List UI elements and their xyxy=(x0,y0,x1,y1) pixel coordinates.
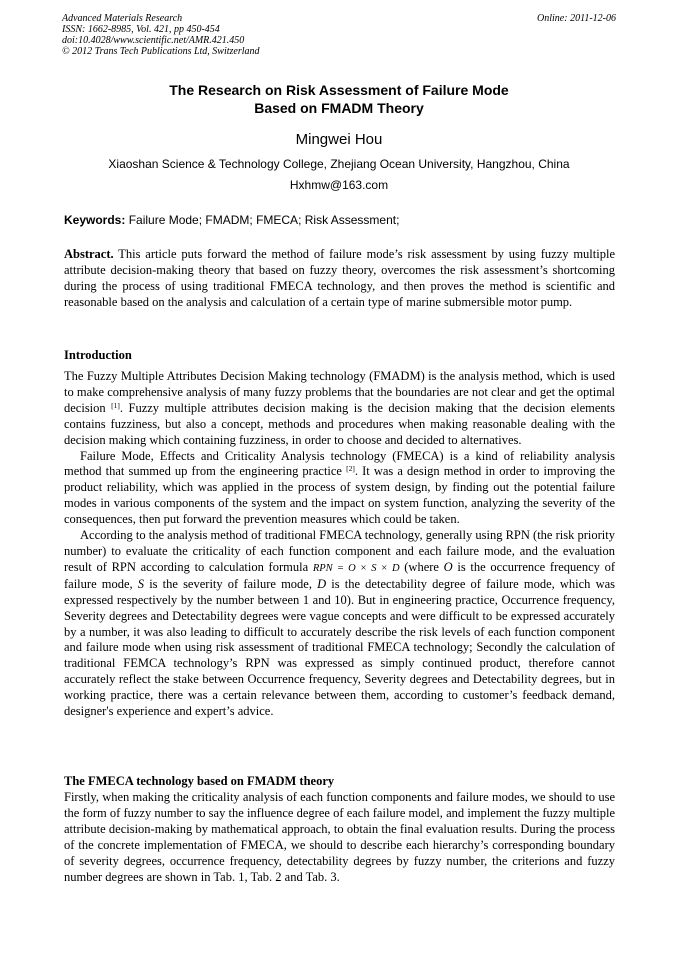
symbol-o: O xyxy=(443,559,453,574)
author-affiliation: Xiaoshan Science & Technology College, Zhejiang Ocean University, Hangzhou, China xyxy=(108,157,570,171)
intro-p3-severity: is the severity of failure mode, xyxy=(149,576,312,591)
issn: ISSN: 1662-8985, Vol. 421, pp 450-454 xyxy=(62,24,220,35)
intro-p2-text-cont: . It was a design method in order to improving the product reliability, which was applied in the process of system design, by finding out the potential failure modes in various components of the system and the impact on system function, analyzing the severity of the consequences, then put forward the prevention measures which could be taken. xyxy=(64,464,615,527)
citation-1: [1] xyxy=(111,400,120,410)
keywords-text: Failure Mode; FMADM; FMECA; Risk Assessment; xyxy=(128,213,400,227)
title-line-2: Based on FMADM Theory xyxy=(254,100,424,116)
title-line-1: The Research on Risk Assessment of Failure Mode xyxy=(169,82,509,98)
abstract xyxy=(64,247,615,311)
keywords xyxy=(64,212,616,228)
abstract-label: Abstract. xyxy=(64,247,114,261)
symbol-s: S xyxy=(137,576,145,591)
introduction-body xyxy=(64,369,615,720)
doi: doi:10.4028/www.scientific.net/AMR.421.450 xyxy=(62,35,245,46)
intro-paragraph-1 xyxy=(64,369,615,449)
section2-body xyxy=(64,790,615,885)
section2-paragraph: Firstly, when making the criticality analysis of each function components and failure modes, we should to use the form of fuzzy number to say the influence degree of each failure model, and implement the fuzzy multiple attribute decision-making by mathematical approach, to obtain the final evaluation results. During the process of the concrete implementation of FMECA, we should to describe each hierarchy’s corresponding boundary of severity degrees, occurrence frequency, detectability degrees by fuzzy number, the criterions and fuzzy number degrees are shown in Tab. 1, Tab. 2 and Tab. 3. xyxy=(64,790,615,884)
author-name: Mingwei Hou xyxy=(295,131,383,148)
introduction-heading: Introduction xyxy=(64,348,132,362)
citation-2: [2] xyxy=(346,464,355,474)
section2-heading: The FMECA technology based on FMADM theory xyxy=(64,774,335,788)
intro-p3-detectability: is the detectability degree of failure mode, which was expressed respectively by the number between 1 and 10). But in engineering practice, Occurrence frequency, Severity degrees and Detectability degrees were vague concepts and were difficult to be expressed accurately by a number, it was also leading to difficult to accurately describe the risk levels of each function component and failure mode when using risk assessment of traditional FMECA technology; Secondly the calculation of traditional FEMCA technology’s RPN was expressed as simply continued product, therefore cannot accurately reflect the stake between Occurrence frequency, Severity degrees and Detectability degrees, but in working practice, there was a certain relevance between them, according to customer’s feedback demand, designer's experience and expert’s advice. xyxy=(64,576,616,719)
intro-paragraph-3 xyxy=(64,528,615,720)
symbol-d: D xyxy=(317,576,327,591)
author-email: Hxhmw@163.com xyxy=(289,178,389,192)
rpn-formula: RPN = O × S × D xyxy=(312,562,400,574)
intro-p2-text: Failure Mode, Effects and Criticality Analysis technology (FMECA) is a kind of reliability analysis method that summed up from the engineering practice xyxy=(64,448,615,479)
copyright: © 2012 Trans Tech Publications Ltd, Switzerland xyxy=(62,46,260,57)
abstract-text: This article puts forward the method of failure mode’s risk assessment by using fuzzy multiple attribute decision-making theory that based on fuzzy theory, overcomes the risk assessment’s shortcoming during the process of using traditional FMECA technology, and then proves the method is scientific and reasonable based on the analysis and calculation of a certain type of marine submersible motor pump. xyxy=(64,247,615,309)
journal-name: Advanced Materials Research xyxy=(62,13,183,24)
paper-title xyxy=(40,81,638,117)
intro-p3-text: According to the analysis method of traditional FMECA technology, generally using RPN (the risk priority number) to evaluate the criticality of each function component and each failure mode, and the evaluation result of RPN according to calculation formula xyxy=(64,528,615,574)
online-date: Online: 2011-12-06 xyxy=(537,13,616,24)
intro-paragraph-2 xyxy=(64,449,615,529)
intro-p3-where: (where xyxy=(404,559,439,574)
intro-p3-occurrence: is the occurrence frequency of failure mode, xyxy=(64,559,616,591)
keywords-label: Keywords: xyxy=(64,213,126,227)
intro-p1-text-cont: . Fuzzy multiple attributes decision making is the decision making that the decision elements contains fuzziness, but also a concept, methods and procedures when making reasonable dealing with the decision making which containing fuzziness, in order to choose and decided to alternatives. xyxy=(64,400,616,447)
journal-header xyxy=(62,13,616,57)
intro-p1-text: The Fuzzy Multiple Attributes Decision Making technology (FMADM) is the analysis method, which is used to make comprehensive analysis of many fuzzy problems that the boundaries are not clear and get the optimal decision xyxy=(64,369,615,415)
